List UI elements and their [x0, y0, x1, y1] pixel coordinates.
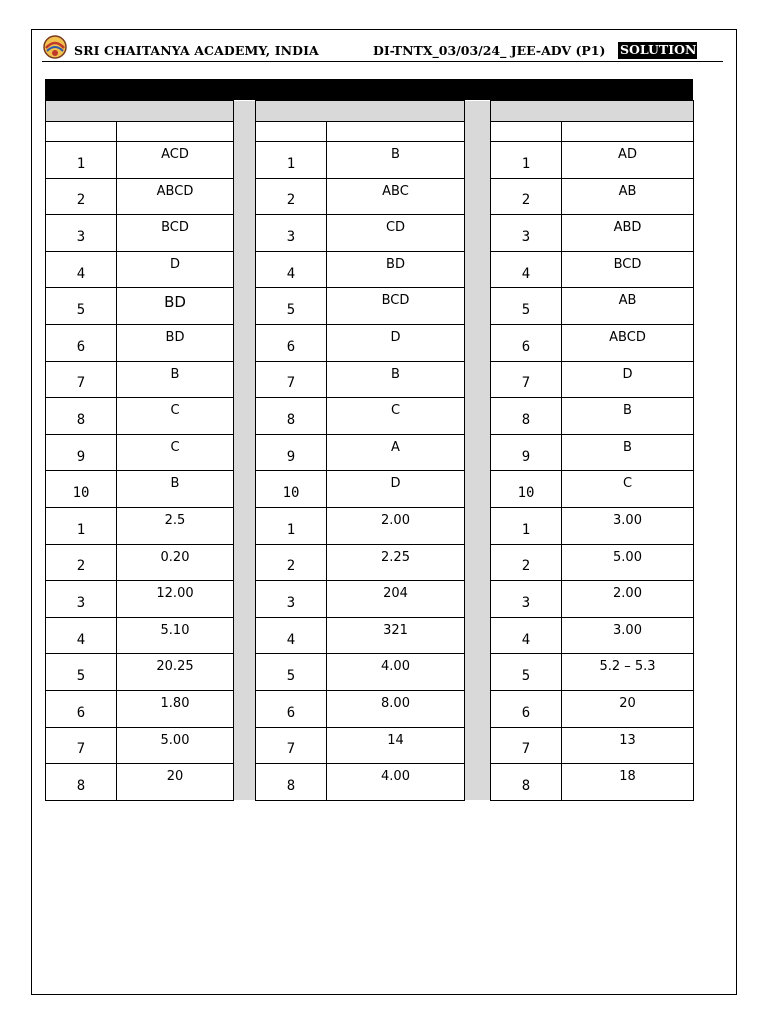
answer-value: 14 — [327, 727, 465, 764]
answer-value: 5.10 — [117, 617, 234, 654]
column-spacer — [465, 178, 491, 215]
table-row — [46, 654, 694, 691]
column-spacer — [234, 361, 256, 398]
column-spacer — [465, 288, 491, 325]
answer-value: 5.00 — [562, 544, 694, 581]
column-spacer — [234, 288, 256, 325]
question-number: 7 — [256, 727, 327, 764]
answer-value: ACD — [117, 142, 234, 179]
question-number: 3 — [491, 581, 562, 618]
column-spacer — [465, 727, 491, 764]
question-number: 10 — [256, 471, 327, 508]
question-number: 3 — [46, 581, 117, 618]
answer-value: BCD — [117, 215, 234, 252]
question-number: 8 — [256, 398, 327, 435]
answer-value: C — [117, 434, 234, 471]
answer-value: 8.00 — [327, 690, 465, 727]
table-row — [46, 324, 694, 361]
question-number: 5 — [256, 288, 327, 325]
question-number: 7 — [46, 727, 117, 764]
column-header-cell — [46, 122, 117, 142]
question-number: 8 — [491, 398, 562, 435]
column-spacer — [234, 617, 256, 654]
column-header-cell — [327, 122, 465, 142]
key-title-bar — [45, 79, 693, 100]
answer-value: 20.25 — [117, 654, 234, 691]
answer-value: B — [327, 142, 465, 179]
question-number: 8 — [46, 764, 117, 801]
table-row — [46, 215, 694, 252]
answer-value: 4.00 — [327, 654, 465, 691]
column-header-cell — [562, 122, 694, 142]
question-number: 9 — [46, 434, 117, 471]
question-number: 1 — [491, 142, 562, 179]
column-spacer — [465, 361, 491, 398]
column-spacer — [465, 215, 491, 252]
question-number: 10 — [46, 471, 117, 508]
answer-value: 4.00 — [327, 764, 465, 801]
column-spacer — [234, 544, 256, 581]
question-number: 10 — [491, 471, 562, 508]
question-number: 5 — [46, 288, 117, 325]
column-spacer — [465, 581, 491, 618]
column-spacer — [234, 654, 256, 691]
column-spacer — [234, 398, 256, 435]
question-number: 7 — [256, 361, 327, 398]
answer-value: D — [327, 471, 465, 508]
answer-value: BD — [117, 288, 234, 325]
column-spacer — [465, 324, 491, 361]
question-number: 7 — [491, 727, 562, 764]
column-spacer — [234, 581, 256, 618]
answer-value: B — [327, 361, 465, 398]
question-number: 4 — [46, 617, 117, 654]
question-number: 6 — [491, 324, 562, 361]
answer-value: 5.2 – 5.3 — [562, 654, 694, 691]
column-spacer — [465, 617, 491, 654]
answer-value: ABCD — [117, 178, 234, 215]
column-spacer — [465, 251, 491, 288]
table-row — [46, 178, 694, 215]
table-row — [46, 617, 694, 654]
question-number: 1 — [256, 142, 327, 179]
question-number: 8 — [256, 764, 327, 801]
column-spacer — [234, 215, 256, 252]
answer-value: 18 — [562, 764, 694, 801]
table-row — [46, 434, 694, 471]
test-code: DI-TNTX_03/03/24_ JEE-ADV (P1) — [373, 43, 606, 58]
question-number: 1 — [46, 142, 117, 179]
answer-value: CD — [327, 215, 465, 252]
academy-logo-icon — [42, 34, 68, 60]
answer-value: B — [117, 471, 234, 508]
column-spacer — [234, 251, 256, 288]
answer-value: 5.00 — [117, 727, 234, 764]
question-number: 6 — [46, 324, 117, 361]
column-spacer — [234, 507, 256, 544]
column-spacer — [465, 142, 491, 179]
table-row — [46, 471, 694, 508]
question-number: 6 — [491, 690, 562, 727]
answer-value: 2.00 — [562, 581, 694, 618]
answer-value: 2.00 — [327, 507, 465, 544]
answer-value: 1.80 — [117, 690, 234, 727]
column-spacer — [465, 398, 491, 435]
answer-value: B — [117, 361, 234, 398]
answer-value: C — [117, 398, 234, 435]
table-row — [46, 507, 694, 544]
answer-value: 321 — [327, 617, 465, 654]
question-number: 7 — [491, 361, 562, 398]
column-spacer — [234, 101, 256, 122]
answer-value: B — [562, 398, 694, 435]
question-number: 6 — [256, 690, 327, 727]
answer-value: ABCD — [562, 324, 694, 361]
column-spacer — [465, 690, 491, 727]
table-row — [46, 288, 694, 325]
question-number: 6 — [256, 324, 327, 361]
answer-value: 0.20 — [117, 544, 234, 581]
question-number: 2 — [491, 178, 562, 215]
question-number: 9 — [256, 434, 327, 471]
subject-header-cell — [256, 101, 465, 122]
column-spacer — [465, 764, 491, 801]
answer-value: BD — [117, 324, 234, 361]
column-header-cell — [491, 122, 562, 142]
subject-header-cell — [491, 101, 694, 122]
question-number: 5 — [256, 654, 327, 691]
table-row — [46, 727, 694, 764]
answer-value: 20 — [117, 764, 234, 801]
question-number: 3 — [256, 581, 327, 618]
table-row — [46, 142, 694, 179]
column-spacer — [234, 324, 256, 361]
column-spacer — [465, 434, 491, 471]
question-number: 8 — [491, 764, 562, 801]
question-number: 6 — [46, 690, 117, 727]
answer-value: 3.00 — [562, 507, 694, 544]
column-spacer — [234, 434, 256, 471]
answer-value: BD — [327, 251, 465, 288]
subject-header-row — [46, 101, 694, 122]
table-row — [46, 581, 694, 618]
answer-value: AB — [562, 178, 694, 215]
subject-header-cell — [46, 101, 234, 122]
question-number: 3 — [491, 215, 562, 252]
institution-name: SRI CHAITANYA ACADEMY, INDIA — [74, 43, 319, 58]
table-row — [46, 544, 694, 581]
answer-value: B — [562, 434, 694, 471]
answer-value: AD — [562, 142, 694, 179]
page-header — [42, 34, 723, 62]
question-number: 2 — [46, 178, 117, 215]
question-number: 7 — [46, 361, 117, 398]
question-number: 5 — [46, 654, 117, 691]
question-number: 1 — [491, 507, 562, 544]
question-number: 2 — [256, 544, 327, 581]
answer-value: D — [117, 251, 234, 288]
table-row — [46, 764, 694, 801]
column-spacer — [234, 122, 256, 142]
answer-value: C — [562, 471, 694, 508]
answer-value: 204 — [327, 581, 465, 618]
question-number: 4 — [491, 251, 562, 288]
column-spacer — [234, 142, 256, 179]
question-number: 3 — [46, 215, 117, 252]
answer-value: 3.00 — [562, 617, 694, 654]
table-row — [46, 361, 694, 398]
answer-value: 13 — [562, 727, 694, 764]
answer-key-table — [45, 100, 694, 801]
answer-value: 12.00 — [117, 581, 234, 618]
question-number: 5 — [491, 288, 562, 325]
column-header-cell — [256, 122, 327, 142]
answer-value: 2.25 — [327, 544, 465, 581]
answer-value: BCD — [562, 251, 694, 288]
question-number: 4 — [256, 251, 327, 288]
question-number: 3 — [256, 215, 327, 252]
answer-value: ABC — [327, 178, 465, 215]
question-number: 1 — [256, 507, 327, 544]
column-spacer — [465, 654, 491, 691]
question-number: 4 — [256, 617, 327, 654]
question-number: 9 — [491, 434, 562, 471]
question-number: 1 — [46, 507, 117, 544]
column-spacer — [465, 101, 491, 122]
answer-value: 20 — [562, 690, 694, 727]
column-spacer — [234, 690, 256, 727]
column-spacer — [465, 544, 491, 581]
column-spacer — [234, 727, 256, 764]
column-header-cell — [117, 122, 234, 142]
column-spacer — [234, 471, 256, 508]
question-number: 5 — [491, 654, 562, 691]
question-number: 8 — [46, 398, 117, 435]
answer-value: ABD — [562, 215, 694, 252]
question-number: 4 — [46, 251, 117, 288]
answer-value: AB — [562, 288, 694, 325]
answer-value: A — [327, 434, 465, 471]
column-spacer — [234, 764, 256, 801]
question-number: 4 — [491, 617, 562, 654]
question-number: 2 — [491, 544, 562, 581]
column-spacer — [465, 507, 491, 544]
table-row — [46, 690, 694, 727]
solution-tag: SOLUTION — [620, 42, 697, 57]
answer-value: D — [562, 361, 694, 398]
table-row — [46, 398, 694, 435]
answer-value: 2.5 — [117, 507, 234, 544]
answer-value: D — [327, 324, 465, 361]
answer-value: BCD — [327, 288, 465, 325]
column-spacer — [234, 178, 256, 215]
column-spacer — [465, 122, 491, 142]
question-number: 2 — [46, 544, 117, 581]
question-number: 2 — [256, 178, 327, 215]
answer-value: C — [327, 398, 465, 435]
table-row — [46, 251, 694, 288]
column-spacer — [465, 471, 491, 508]
column-header-row — [46, 122, 694, 142]
